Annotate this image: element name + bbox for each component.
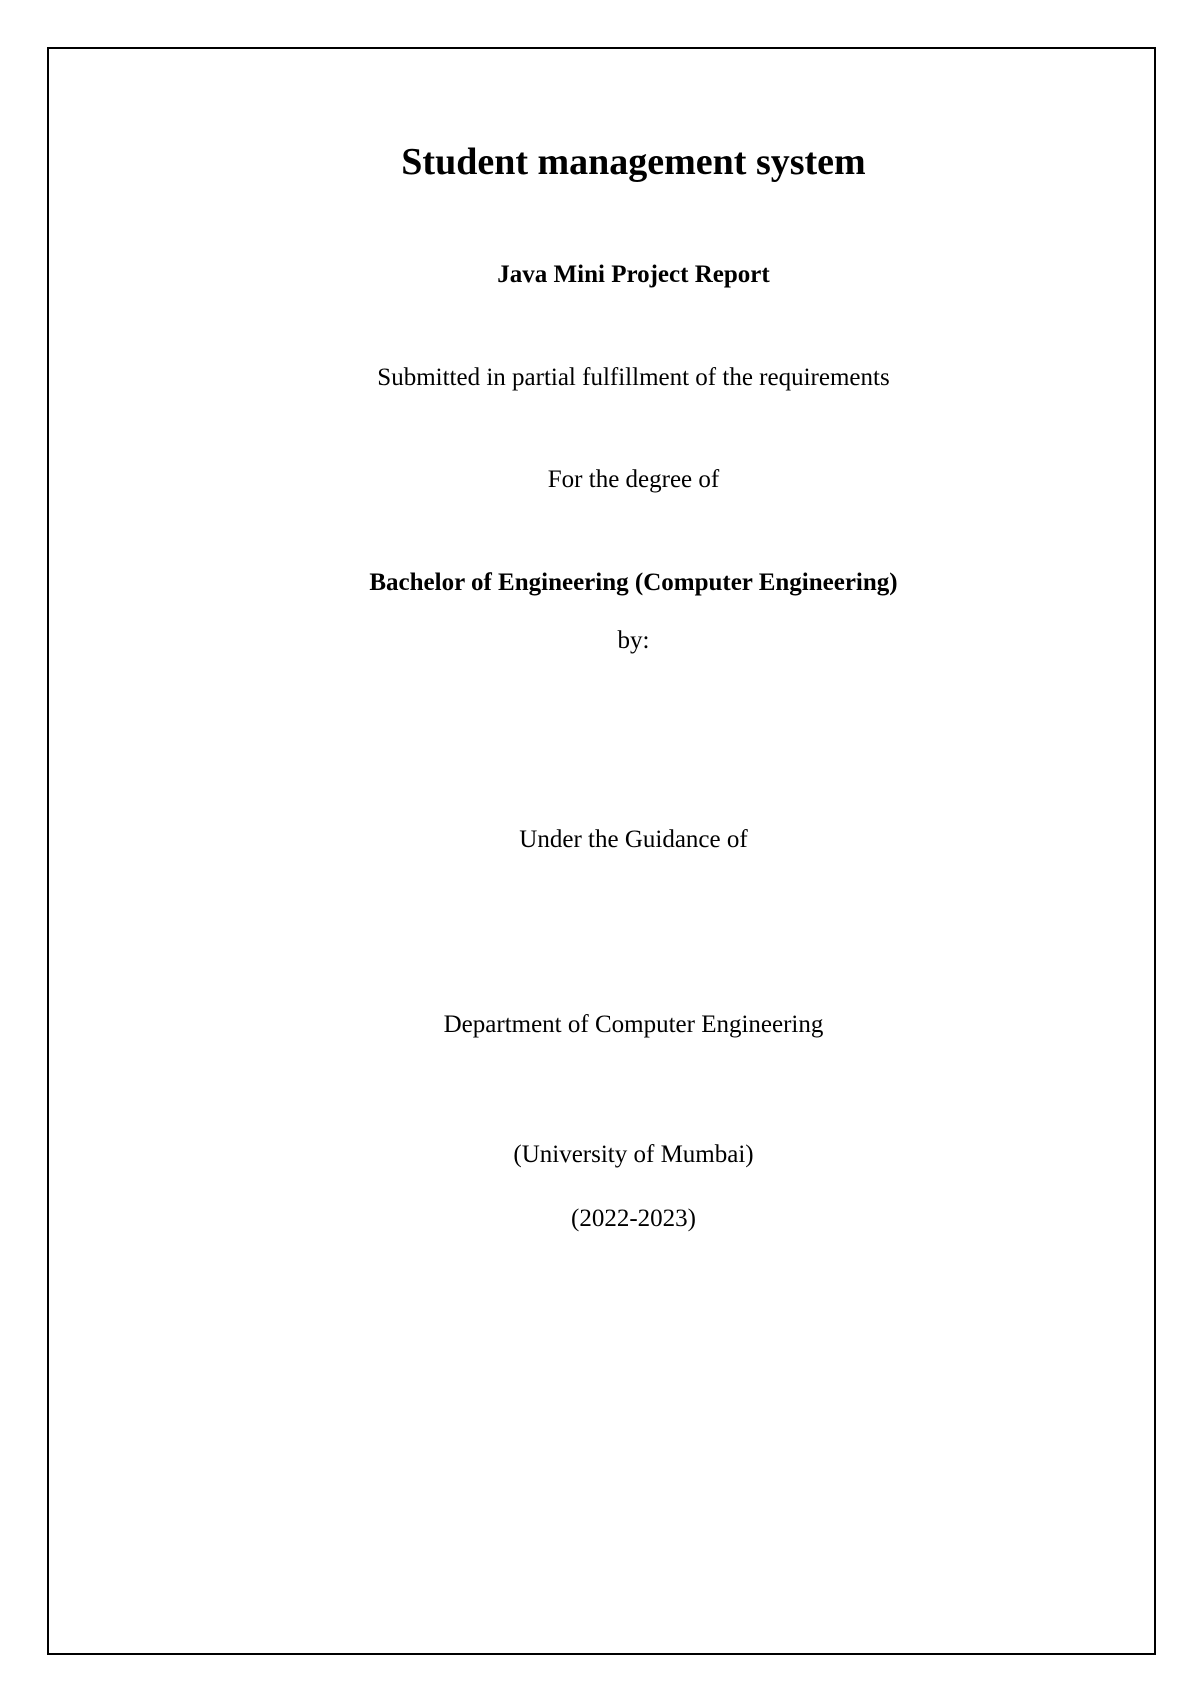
academic-year: (2022-2023) [571,1205,696,1232]
guidance-label: Under the Guidance of [519,826,748,853]
degree-name: Bachelor of Engineering (Computer Engineering) [369,569,898,596]
report-title: Student management system [401,141,866,183]
report-subtitle: Java Mini Project Report [497,261,770,288]
university-name: (University of Mumbai) [513,1141,754,1168]
department-name: Department of Computer Engineering [443,1011,824,1038]
by-label: by: [617,627,650,654]
degree-intro: For the degree of [547,466,720,493]
submission-statement: Submitted in partial fulfillment of the requirements [377,364,890,391]
